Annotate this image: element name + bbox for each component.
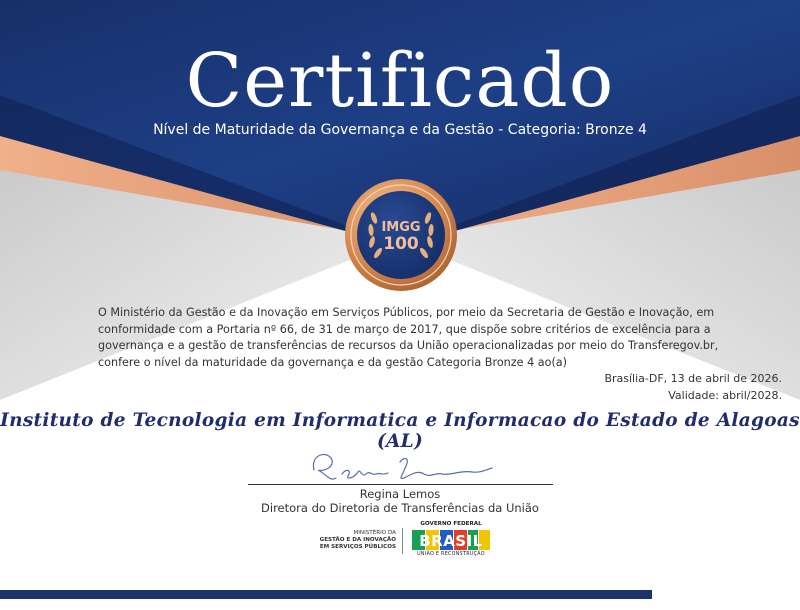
signature-line bbox=[248, 484, 553, 485]
validity-date: Validade: abril/2028. bbox=[668, 389, 782, 402]
gov-logo-top: GOVERNO FEDERAL bbox=[420, 521, 482, 527]
brasil-wordmark bbox=[410, 529, 492, 551]
recipient-name: Instituto de Tecnologia em Informatica e Informacao do Estado de Alagoas (AL) bbox=[0, 410, 800, 452]
certificate-title: Certificado bbox=[185, 38, 615, 124]
ministry-logo bbox=[296, 530, 396, 551]
brasil-text: BRASIL bbox=[419, 532, 483, 550]
imgg-seal bbox=[344, 178, 458, 292]
certificate-subtitle: Nível de Maturidade da Governança e da Gestão - Categoria: Bronze 4 bbox=[153, 122, 647, 138]
gov-logo-bottom: UNIÃO E RECONSTRUÇÃO bbox=[417, 552, 485, 557]
issue-date: Brasília-DF, 13 de abril de 2026. bbox=[604, 372, 782, 385]
ministry-line-2: GESTÃO E DA INOVAÇÃO bbox=[319, 537, 396, 543]
ministry-line-3: EM SERVIÇOS PÚBLICOS bbox=[319, 544, 396, 550]
logo-divider bbox=[402, 528, 403, 554]
body-paragraph: O Ministério da Gestão e da Inovação em Serviços Públicos, por meio da Secretaria de Gestão e Inovação, em conformidade com a Portaria nº 66, de 31 de março de 2017, que dispõe sobre critérios de excelência para a governança e a gestão de transferências de recursos da União operacionalizadas por meio do Transferegov.br, confere o nível da maturidade da governança e da gestão Categoria Bronze 4 ao(a) bbox=[98, 306, 719, 369]
certificate-body bbox=[98, 305, 758, 371]
signer-name: Regina Lemos bbox=[359, 487, 441, 501]
government-logo bbox=[410, 521, 492, 561]
seal-text-top: IMGG bbox=[381, 220, 421, 235]
seal-text-bottom: 100 bbox=[383, 234, 419, 254]
footer-bar bbox=[0, 590, 652, 599]
signature-image bbox=[300, 448, 500, 488]
ministry-line-1: MINISTÉRIO DA bbox=[353, 530, 396, 536]
signer-role: Diretora do Diretoria de Transferências da União bbox=[261, 501, 539, 515]
